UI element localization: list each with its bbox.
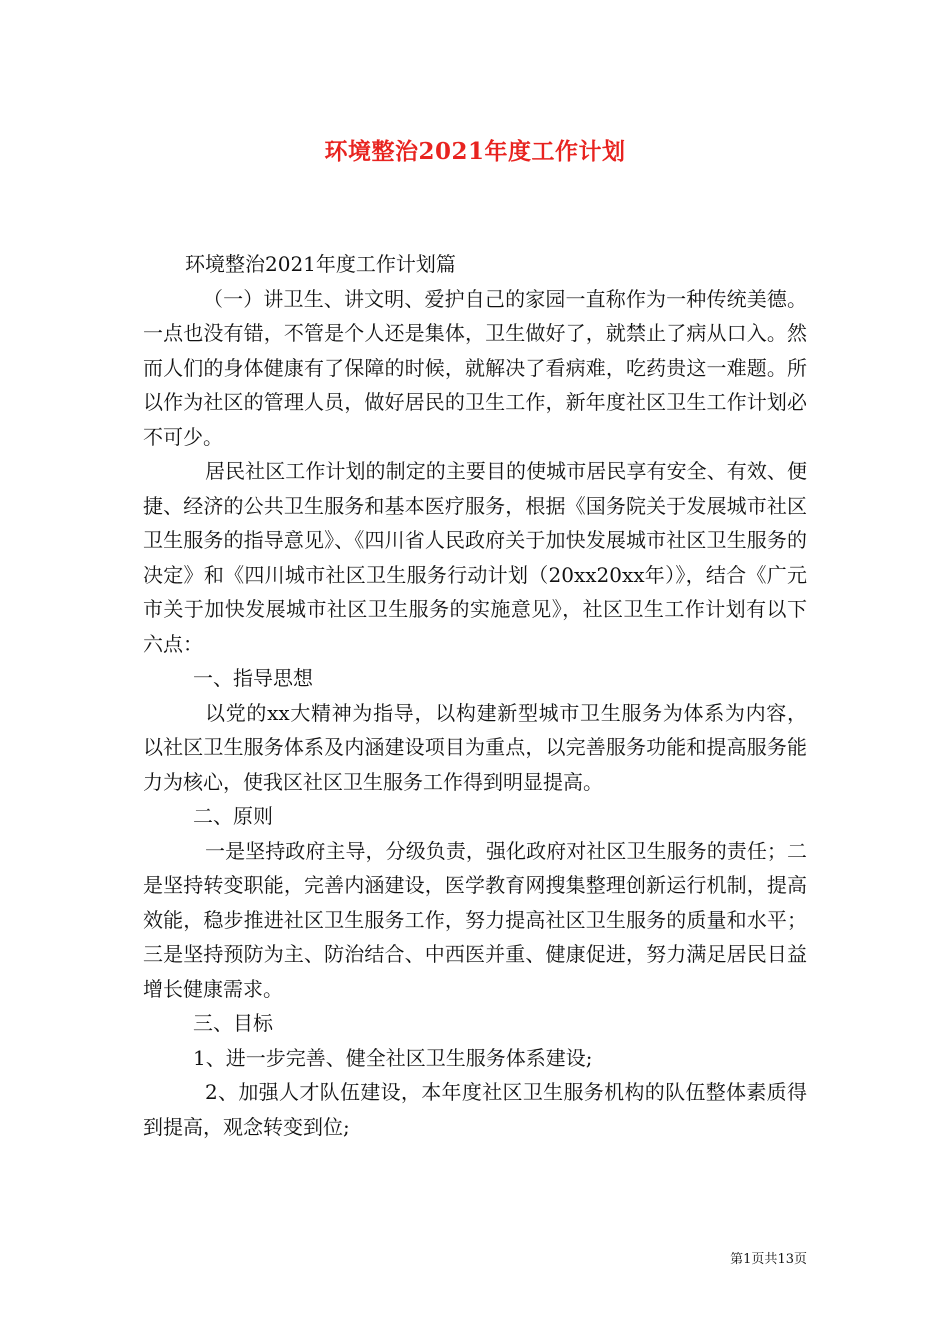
footer-suffix: 页 [793, 1252, 807, 1267]
goal-item: 2、加强人才队伍建设，本年度社区卫生服务机构的队伍整体素质得到提高，观念转变到位; [143, 1080, 807, 1139]
page-footer [730, 1248, 807, 1267]
footer-total-pages: 13 [777, 1252, 794, 1267]
goal-item: 1、进一步完善、健全社区卫生服务体系建设; [193, 1045, 593, 1070]
footer-current-page: 1 [743, 1252, 752, 1267]
footer-middle: 页共 [751, 1252, 778, 1267]
document-title: 环境整治2021年度工作计划 [324, 138, 626, 165]
document-body [143, 247, 807, 1144]
paragraph-intro: （一）讲卫生、讲文明、爱护自己的家园一直称作为一种传统美德。一点也没有错，不管是个人还是集体，卫生做好了，就禁止了病从口入。然而人们的身体健康有了保障的时候，就解决了看病难，吃药贵这一难题。所以作为社区的管理人员，做好居民的卫生工作，新年度社区卫生工作计划必不可少。 [143, 286, 807, 449]
section-text-principles: 一是坚持政府主导，分级负责，强化政府对社区卫生服务的责任；二是坚持转变职能，完善内涵建设，医学教育网搜集整理创新运行机制，提高效能，稳步推进社区卫生服务工作，努力提高社区卫生服务的质量和水平；三是坚持预防为主、防治结合、中西医并重、健康促进，努力满足居民日益增长健康需求。 [143, 838, 807, 1001]
section-text-guiding-ideology: 以党的xx大精神为指导，以构建新型城市卫生服务为体系为内容，以社区卫生服务体系及内涵建设项目为重点，以完善服务功能和提高服务能力为核心，使我区社区卫生服务工作得到明显提高。 [143, 700, 807, 794]
document-subtitle: 环境整治2021年度工作计划篇 [185, 252, 456, 276]
section-heading-goals: 三、目标 [193, 1011, 273, 1035]
section-heading-principles: 二、原则 [193, 804, 273, 828]
paragraph-basis: 居民社区工作计划的制定的主要目的使城市居民享有安全、有效、便捷、经济的公共卫生服务和基本医疗服务，根据《国务院关于发展城市社区卫生服务的指导意见》、《四川省人民政府关于加快发展城市社区卫生服务的决定》和《四川城市社区卫生服务行动计划（20xx20xx年）》，结合《广元市关于加快发展城市社区卫生服务的实施意见》，社区卫生工作计划有以下六点： [143, 459, 807, 656]
footer-prefix: 第 [730, 1252, 744, 1267]
section-heading-guiding-ideology: 一、指导思想 [193, 666, 313, 690]
